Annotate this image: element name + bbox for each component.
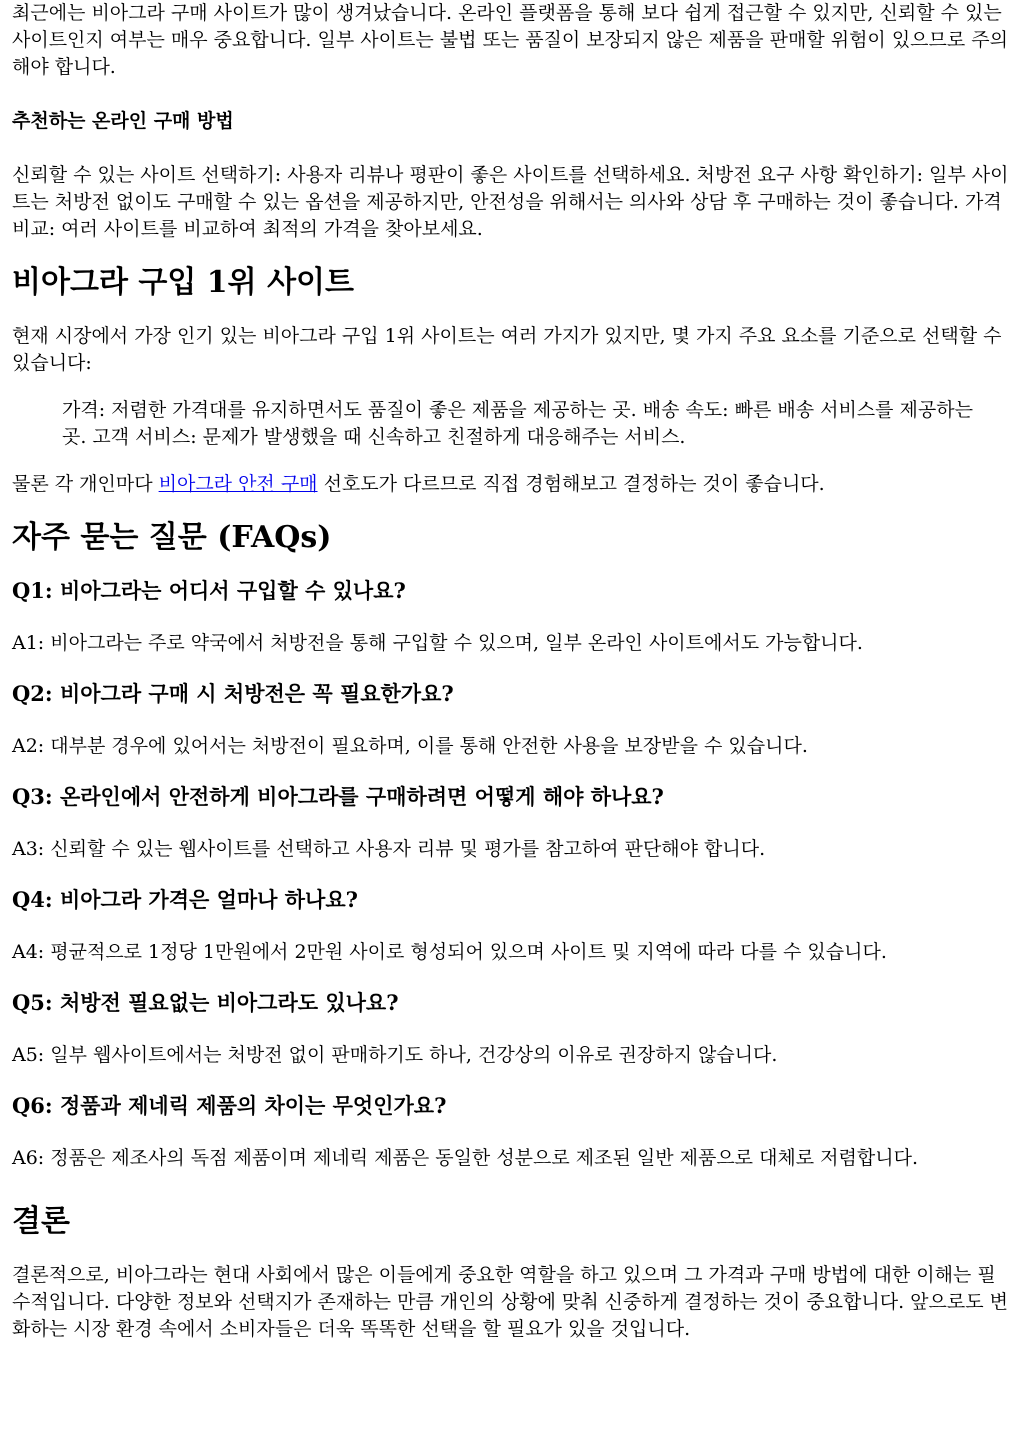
closing-text-before: 물론 각 개인마다 — [12, 473, 159, 495]
faq-answer: A4: 평균적으로 1정당 1만원에서 2만원 사이로 형성되어 있으며 사이트 및 지역에 따라 다를 수 있습니다. — [12, 941, 887, 963]
faq-item — [12, 782, 1012, 863]
faq-heading: 자주 묻는 질문 (FAQs) — [12, 520, 332, 555]
criteria-quote: 가격: 저렴한 가격대를 유지하면서도 품질이 좋은 제품을 제공하는 곳. 배송 속도: 빠른 배송 서비스를 제공하는 곳. 고객 서비스: 문제가 발생했을 때 신속하고 친절하게 대응해주는 서비스. — [62, 399, 973, 448]
faq-answer: A6: 정품은 제조사의 독점 제품이며 제네릭 제품은 동일한 성분으로 제조된 일반 제품으로 대체로 저렴합니다. — [12, 1147, 918, 1169]
conclusion-paragraph: 결론적으로, 비아그라는 현대 사회에서 많은 이들에게 중요한 역할을 하고 있으며 그 가격과 구매 방법에 대한 이해는 필수적입니다. 다양한 정보와 선택지가 존재하는 만큼 개인의 상황에 맞춰 신중하게 결정하는 것이 중요합니다. 앞으로도 변화하는 시장 환경 속에서 소비자들은 더욱 똑똑한 선택을 할 필요가 있을 것입니다. — [12, 1264, 1008, 1340]
faq-answer: A3: 신뢰할 수 있는 웹사이트를 선택하고 사용자 리뷰 및 평가를 참고하여 판단해야 합니다. — [12, 838, 766, 860]
faq-question: Q3: 온라인에서 안전하게 비아그라를 구매하려면 어떻게 해야 하나요? — [12, 784, 664, 809]
closing-text-after: 선호도가 다르므로 직접 경험해보고 결정하는 것이 좋습니다. — [317, 473, 825, 495]
faq-item — [12, 1091, 1012, 1172]
recommend-heading: 추천하는 온라인 구매 방법 — [12, 110, 234, 132]
faq-item — [12, 679, 1012, 760]
faq-answer: A2: 대부분 경우에 있어서는 처방전이 필요하며, 이를 통해 안전한 사용을 보장받을 수 있습니다. — [12, 735, 808, 757]
faq-item — [12, 885, 1012, 966]
safe-purchase-link[interactable]: 비아그라 안전 구매 — [158, 473, 318, 495]
faq-question: Q4: 비아그라 가격은 얼마나 하나요? — [12, 887, 358, 912]
top-site-paragraph: 현재 시장에서 가장 인기 있는 비아그라 구입 1위 사이트는 여러 가지가 있지만, 몇 가지 주요 요소를 기준으로 선택할 수 있습니다: — [12, 325, 1002, 374]
faq-answer: A5: 일부 웹사이트에서는 처방전 없이 판매하기도 하나, 건강상의 이유로 권장하지 않습니다. — [12, 1044, 778, 1066]
top-site-closing — [12, 471, 1012, 498]
conclusion-heading: 결론 — [12, 1204, 70, 1239]
faq-question: Q2: 비아그라 구매 시 처방전은 꼭 필요한가요? — [12, 681, 454, 706]
faq-item — [12, 576, 1012, 657]
faq-item — [12, 988, 1012, 1069]
faq-question: Q1: 비아그라는 어디서 구입할 수 있나요? — [12, 578, 406, 603]
top-site-heading: 비아그라 구입 1위 사이트 — [12, 265, 355, 300]
faq-question: Q5: 처방전 필요없는 비아그라도 있나요? — [12, 990, 399, 1015]
intro-paragraph: 최근에는 비아그라 구매 사이트가 많이 생겨났습니다. 온라인 플랫폼을 통해 보다 쉽게 접근할 수 있지만, 신뢰할 수 있는 사이트인지 여부는 매우 중요합니다. 일부 사이트는 불법 또는 품질이 보장되지 않은 제품을 판매할 위험이 있으므로 주의해야 합니다. — [12, 2, 1008, 78]
faq-answer: A1: 비아그라는 주로 약국에서 처방전을 통해 구입할 수 있으며, 일부 온라인 사이트에서도 가능합니다. — [12, 632, 863, 654]
faq-question: Q6: 정품과 제네릭 제품의 차이는 무엇인가요? — [12, 1093, 447, 1118]
recommend-paragraph: 신뢰할 수 있는 사이트 선택하기: 사용자 리뷰나 평판이 좋은 사이트를 선택하세요. 처방전 요구 사항 확인하기: 일부 사이트는 처방전 없이도 구매할 수 있는 옵션을 제공하지만, 안전성을 위해서는 의사와 상담 후 구매하는 것이 좋습니다. 가격 비교: 여러 사이트를 비교하여 최적의 가격을 찾아보세요. — [12, 164, 1009, 240]
